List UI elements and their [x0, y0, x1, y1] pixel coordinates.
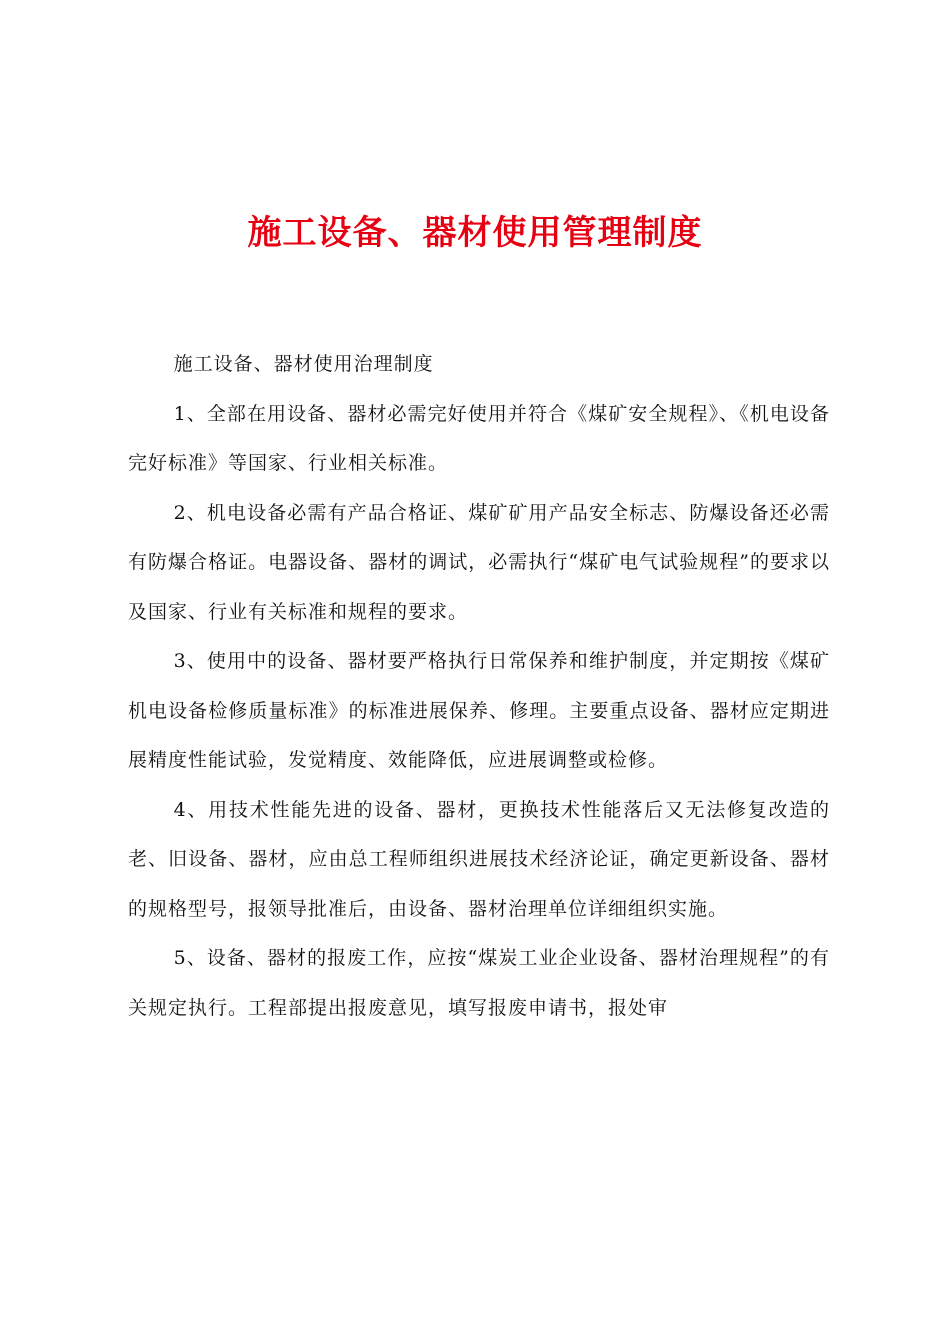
paragraph-1: 1、全部在用设备、器材必需完好使用并符合《煤矿安全规程》、《机电设备完好标准》等国家、行业相关标准。	[128, 402, 830, 474]
paragraph-2: 2、机电设备必需有产品合格证、煤矿矿用产品安全标志、防爆设备还必需有防爆合格证。电器设备、器材的调试，必需执行“煤矿电气试验规程”的要求以及国家、行业有关标准和规程的要求。	[128, 501, 830, 623]
document-title: 施工设备、器材使用管理制度	[247, 213, 703, 253]
paragraph-4: 4、用技术性能先进的设备、器材，更换技术性能落后又无法修复改造的老、旧设备、器材，应由总工程师组织进展技术经济论证，确定更新设备、器材的规格型号，报领导批准后，由设备、器材治理单位详细组织实施。	[128, 798, 830, 920]
document-body	[128, 340, 830, 1033]
paragraph-3: 3、使用中的设备、器材要严格执行日常保养和维护制度，并定期按《煤矿机电设备检修质量标准》的标准进展保养、修理。主要重点设备、器材应定期进展精度性能试验，发觉精度、效能降低，应进展调整或检修。	[128, 650, 830, 771]
paragraph-5: 5、设备、器材的报废工作，应按“煤炭工业企业设备、器材治理规程”的有关规定执行。工程部提出报废意见，填写报废申请书，报处审	[128, 947, 830, 1019]
section-heading: 施工设备、器材使用治理制度	[173, 353, 434, 375]
